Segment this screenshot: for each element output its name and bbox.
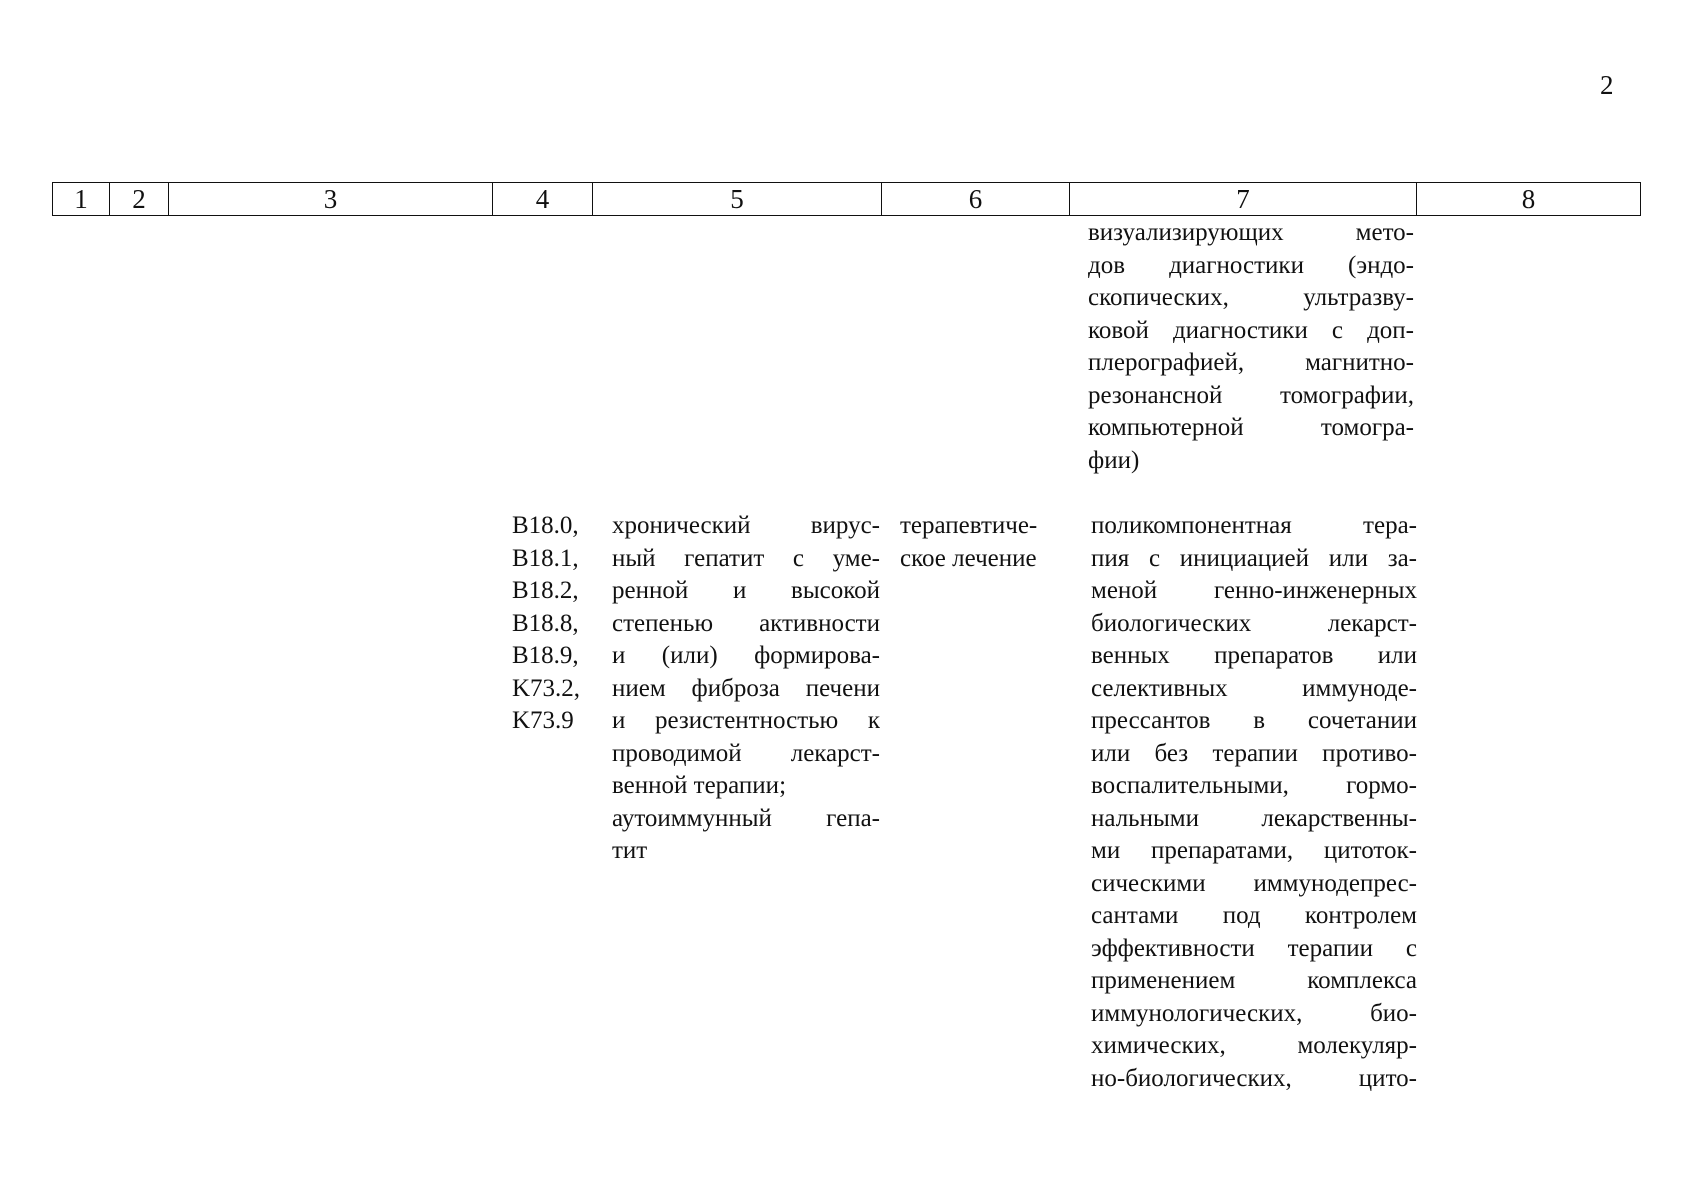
column-number-7: 7 — [1070, 183, 1417, 216]
code-line: K73.2, — [512, 674, 581, 702]
column-number-1: 1 — [53, 183, 110, 216]
text-line: ный гепатит с уме- — [612, 544, 880, 572]
column-number-2: 2 — [110, 183, 169, 216]
text-line: химических, молекуляр- — [1091, 1032, 1417, 1059]
text-line: биологических лекарст- — [1091, 609, 1417, 637]
text-line: и (или) формирова- — [612, 642, 880, 669]
text-line: плерографией, магнитно- — [1088, 349, 1414, 376]
text-line: терапевтиче- — [900, 512, 1038, 539]
text-line: венной терапии; — [612, 772, 787, 799]
text-line: нием фиброза печени — [612, 674, 880, 702]
diagnosis-codes — [512, 510, 600, 738]
diagnosis-text — [612, 510, 880, 868]
column-number-8: 8 — [1417, 183, 1641, 216]
treatment-method-text — [1091, 510, 1417, 1095]
text-line: сическими иммунодепрес- — [1091, 869, 1417, 897]
code-line: B18.0, — [512, 512, 579, 539]
column-number-3: 3 — [169, 183, 493, 216]
text-line: аутоиммунный гепа- — [612, 804, 880, 832]
text-line: иммунологических, био- — [1091, 999, 1417, 1027]
text-line: поликомпонентная тера- — [1091, 512, 1417, 539]
col7-continuation-text — [1088, 217, 1414, 477]
code-line: B18.1, — [512, 544, 579, 572]
treatment-type-text — [900, 510, 1070, 575]
text-line: сантами под контролем — [1091, 902, 1417, 929]
text-line: прессантов в сочетании — [1091, 707, 1417, 734]
text-line: селективных иммуноде- — [1091, 674, 1417, 702]
text-line: ренной и высокой — [612, 577, 880, 604]
text-line: скопических, ультразву- — [1088, 284, 1414, 311]
text-line: степенью активности — [612, 609, 880, 637]
header-row — [53, 183, 1641, 216]
text-line: визуализирующих мето- — [1088, 219, 1414, 246]
text-line: фии) — [1088, 446, 1140, 474]
column-number-5: 5 — [593, 183, 882, 216]
text-line: пия с инициацией или за- — [1091, 544, 1417, 572]
text-line: эффективности терапии с — [1091, 934, 1417, 962]
text-line: проводимой лекарст- — [612, 739, 880, 767]
code-line: K73.9 — [512, 707, 574, 734]
text-line: венных препаратов или — [1091, 642, 1417, 669]
text-line: тит — [612, 837, 648, 864]
text-line: ское лечение — [900, 544, 1037, 572]
text-line: ковой диагностики с доп- — [1088, 316, 1414, 344]
column-number-4: 4 — [493, 183, 593, 216]
code-line: B18.9, — [512, 642, 579, 669]
text-line: нальными лекарственны- — [1091, 804, 1417, 832]
text-line: и резистентностью к — [612, 707, 880, 734]
text-line: или без терапии противо- — [1091, 739, 1417, 767]
text-line: применением комплекса — [1091, 967, 1417, 994]
text-line: воспалительными, гормо- — [1091, 772, 1417, 799]
text-line: дов диагностики (эндо- — [1088, 251, 1414, 279]
text-line: резонансной томографии, — [1088, 381, 1414, 409]
text-line: ми препаратами, цитоток- — [1091, 837, 1417, 864]
column-number-6: 6 — [882, 183, 1070, 216]
code-line: B18.8, — [512, 609, 579, 637]
text-line: меной генно-инженерных — [1091, 577, 1417, 604]
text-line: хронический вирус- — [612, 512, 880, 539]
code-line: B18.2, — [512, 577, 579, 604]
page-number: 2 — [1600, 70, 1614, 100]
text-line: но-биологических, цито- — [1091, 1064, 1417, 1092]
text-line: компьютерной томогра- — [1088, 414, 1414, 441]
column-number-header — [52, 182, 1641, 216]
